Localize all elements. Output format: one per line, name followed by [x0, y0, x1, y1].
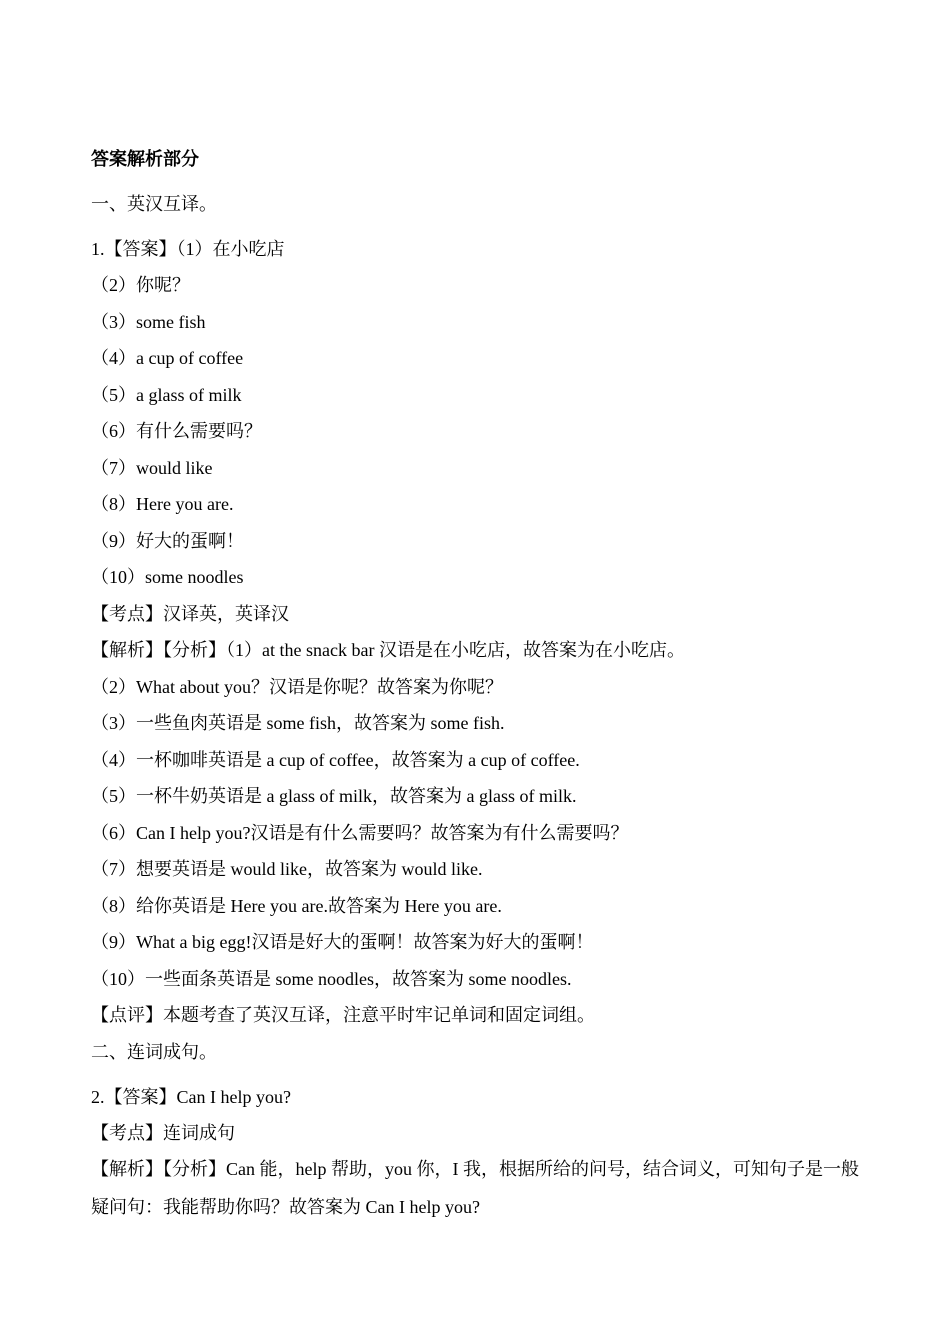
q2-jiexi: 【解析】【分析】Can 能，help 帮助，you 你，I 我，根据所给的问号，结合词义，可知句子是一般疑问句：我能帮助你吗？故答案为 Can I help you?: [91, 1159, 859, 1217]
jiexi-item: （7）想要英语是 would like，故答案为 would like.: [91, 859, 483, 879]
jiexi-item: （8）给你英语是 Here you are.故答案为 Here you are.: [91, 896, 502, 916]
section-heading: 答案解析部分: [91, 149, 199, 169]
answer-item: （10）some noodles: [91, 567, 244, 587]
q1-jiexi-line: 【解析】【分析】（1）at the snack bar 汉语是在小吃店，故答案为在小吃店。: [91, 640, 685, 660]
answer-item: （2）你呢？: [91, 275, 190, 295]
jiexi-item: （3）一些鱼肉英语是 some fish，故答案为 some fish.: [91, 713, 505, 733]
section-title-1: 一、英汉互译。: [91, 194, 217, 214]
jiexi-item: （4）一杯咖啡英语是 a cup of coffee，故答案为 a cup of coffee.: [91, 750, 580, 770]
answer-item: （7）would like: [91, 458, 213, 478]
answer-item: （4）a cup of coffee: [91, 348, 244, 368]
q1-kaodian: 【考点】汉译英，英译汉: [91, 604, 289, 624]
jiexi-item: （2）What about you？汉语是你呢？故答案为你呢？: [91, 677, 503, 697]
answer-item: （8）Here you are.: [91, 494, 234, 514]
q1-dianping: 【点评】本题考查了英汉互译，注意平时牢记单词和固定词组。: [91, 1005, 595, 1025]
q1-answer-line: 1.【答案】（1）在小吃店: [91, 239, 285, 259]
jiexi-item: （10）一些面条英语是 some noodles，故答案为 some noodles.: [91, 969, 572, 989]
q2-kaodian: 【考点】连词成句: [91, 1123, 235, 1143]
jiexi-item: （6）Can I help you?汉语是有什么需要吗？故答案为有什么需要吗？: [91, 823, 629, 843]
answer-item: （9）好大的蛋啊！: [91, 531, 244, 551]
answer-item: （3）some fish: [91, 312, 206, 332]
answer-item: （6）有什么需要吗？: [91, 421, 262, 441]
jiexi-item: （5）一杯牛奶英语是 a glass of milk，故答案为 a glass of milk.: [91, 786, 577, 806]
jiexi-item: （9）What a big egg!汉语是好大的蛋啊！故答案为好大的蛋啊！: [91, 932, 594, 952]
section-title-2: 二、连词成句。: [91, 1042, 217, 1062]
q2-answer: 2.【答案】Can I help you?: [91, 1087, 291, 1107]
answer-item: （5）a glass of milk: [91, 385, 242, 405]
